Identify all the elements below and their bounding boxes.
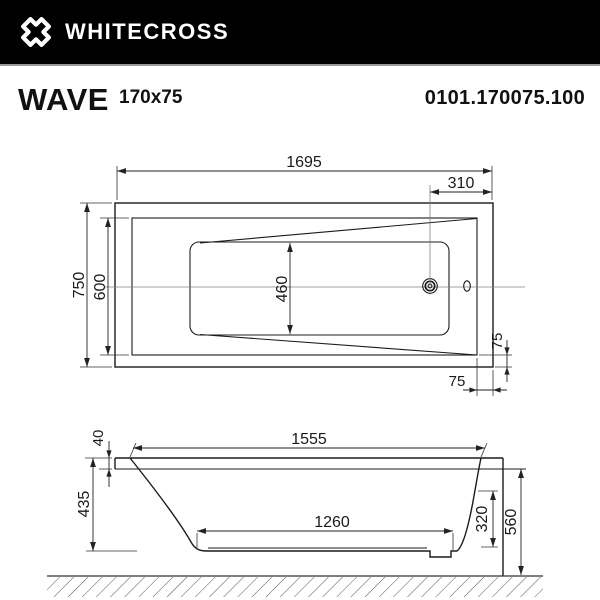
dim-overall-height: [503, 469, 521, 575]
dim-label-40: 40: [90, 429, 107, 447]
dim-rim-side: [479, 333, 512, 382]
dim-label-600: 600: [92, 273, 109, 301]
model-name: WAVE: [18, 82, 109, 117]
dim-drain-offset: [430, 175, 492, 286]
dim-label-75-side: 75: [489, 332, 506, 350]
brand-name: WHITECROSS: [65, 19, 230, 44]
dim-inner-width: [92, 218, 129, 355]
top-view: [71, 154, 525, 396]
top-view-basin: [190, 242, 449, 335]
dim-label-1695: 1695: [286, 154, 322, 171]
side-view: [76, 430, 526, 576]
side-inner-profile: [130, 458, 481, 557]
ground-hatch: [47, 577, 543, 597]
dim-top-inner-length: [130, 431, 487, 457]
dim-label-460: 460: [274, 275, 291, 303]
dim-label-1555: 1555: [291, 431, 327, 448]
dim-basin-width: [274, 243, 291, 334]
dim-end-depth: [474, 491, 498, 547]
overflow-icon: [464, 281, 471, 291]
model-size: 170x75: [119, 87, 183, 108]
wave-slope-bottom: [200, 335, 477, 356]
dim-rim-thickness: [85, 430, 112, 487]
dim-label-435: 435: [76, 490, 93, 518]
dim-label-310: 310: [447, 175, 475, 192]
dim-label-1260: 1260: [314, 514, 350, 531]
dim-bottom-length: [197, 514, 453, 550]
dim-label-560: 560: [503, 508, 520, 536]
product-code: 0101.170075.100: [424, 87, 585, 109]
dim-label-75-end: 75: [448, 373, 466, 390]
dim-overall-length: [117, 154, 492, 200]
wave-slope-top: [200, 219, 477, 244]
dim-label-750: 750: [71, 271, 88, 299]
dim-basin-depth: [76, 458, 137, 551]
dim-rim-end: [449, 358, 507, 396]
ground: [47, 576, 543, 597]
dim-label-320: 320: [474, 505, 491, 533]
